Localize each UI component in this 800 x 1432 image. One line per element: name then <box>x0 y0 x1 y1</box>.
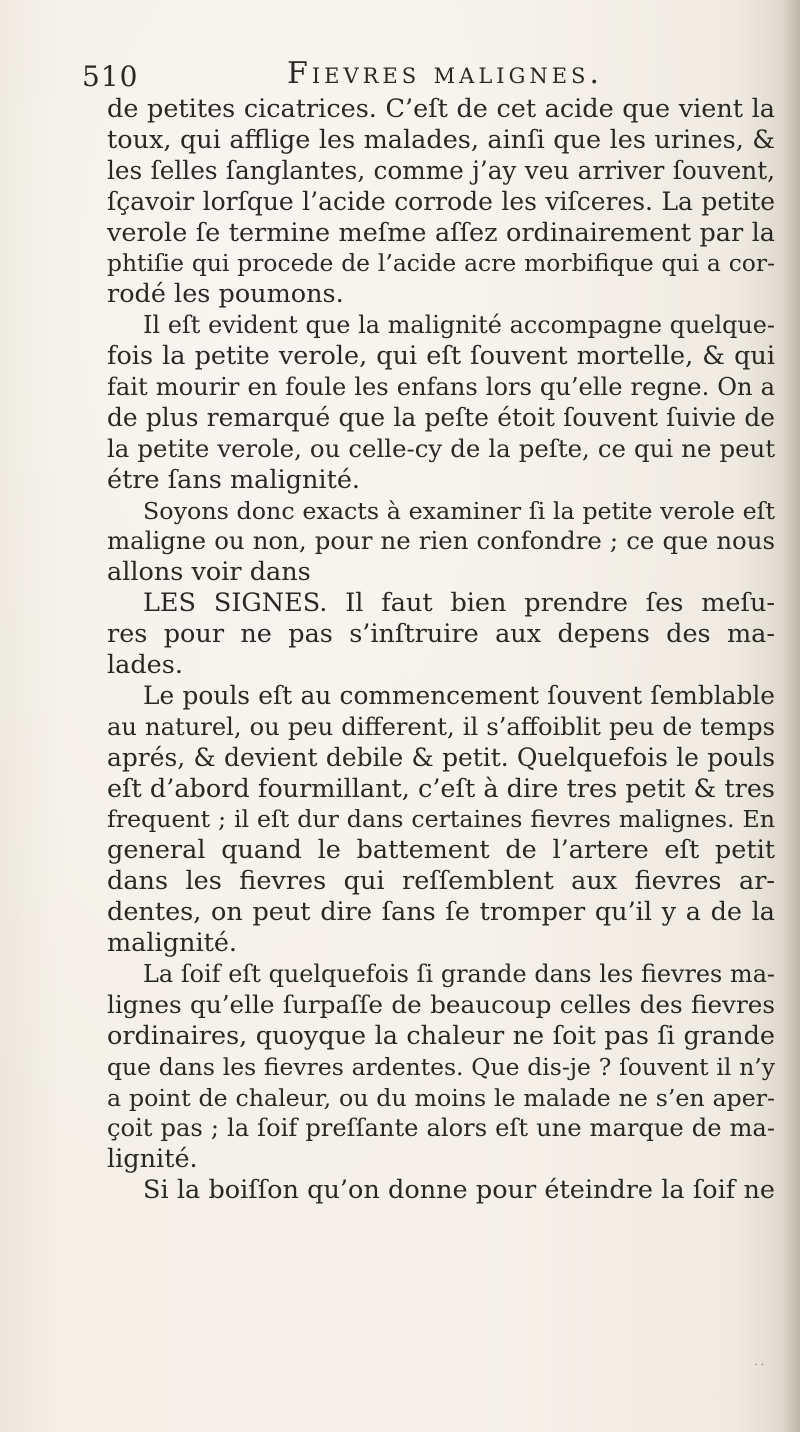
text-line: frequent ; il eſt dur dans certaines fievres malignes. En <box>107 805 775 834</box>
text-line: la petite verole, ou celle-cy de la peſte, ce qui ne peut <box>107 433 775 463</box>
text-line: phtiſie qui procede de l’acide acre morbifique qui a cor- <box>107 249 775 278</box>
text-line: Si la boiſſon qu’on donne pour éteindre la ſoif ne <box>143 1175 775 1206</box>
text-line: lignes qu’elle ſurpaſſe de beaucoup celles des fievres <box>107 989 775 1019</box>
paper-specks: · · <box>754 1360 764 1371</box>
body-text <box>107 94 775 1206</box>
text-line: toux, qui afflige les malades, ainſi que les urines, & <box>107 124 775 155</box>
text-line: étre ſans malignité. <box>107 464 361 495</box>
text-line: Soyons donc exacts à examiner ſi la petite verole eſt <box>143 496 775 525</box>
text-line: fois la petite verole, qui eſt ſouvent mortelle, & qui <box>107 341 775 372</box>
text-line: LES SIGNES. Il faut bien prendre ſes meſu- <box>143 588 775 619</box>
text-line: lades. <box>107 650 183 681</box>
text-line: de petites cicatrices. C’eſt de cet acide que vient la <box>107 94 775 124</box>
page-edge-shadow <box>782 0 800 1432</box>
text-line: çoit pas ; la ſoif preſſante alors eſt une marque de ma- <box>107 1114 775 1143</box>
text-line: rodé les poumons. <box>107 279 344 310</box>
text-line: eſt d’abord fourmillant, c’eſt à dire tres petit & tres <box>107 773 775 804</box>
text-line: ſçavoir lorſque l’acide corrode les viſceres. La petite <box>107 186 775 216</box>
text-line: dans les fievres qui reſſemblent aux fievres ar- <box>107 866 775 897</box>
text-line: ordinaires, quoyque la chaleur ne ſoit pas ſi grande <box>107 1020 775 1051</box>
page-number: 510 <box>82 60 139 93</box>
text-line: Il eſt evident que la malignité accompagne quelque- <box>143 311 775 340</box>
text-line: les ſelles ſanglantes, comme j’ay veu arriver ſouvent, <box>107 155 775 185</box>
running-title: Fievres malignes. <box>287 56 603 91</box>
text-line: a point de chaleur, ou du moins le malade ne s’en aper- <box>107 1083 775 1112</box>
text-line: general quand le battement de l’artere eſt petit <box>107 835 775 866</box>
text-line: aprés, & devient debile & petit. Quelquefois le pouls <box>107 742 775 772</box>
text-line: maligne ou non, pour ne rien confondre ; ce que nous <box>107 526 775 556</box>
text-line: dentes, on peut dire ſans ſe tromper qu’il y a de la <box>107 897 775 928</box>
page-header <box>82 56 772 96</box>
text-line: fait mourir en foule les enfans lors qu’elle regne. On a <box>107 373 775 402</box>
text-line: au naturel, ou peu different, il s’affoiblit peu de temps <box>107 712 775 741</box>
text-line: malignité. <box>107 928 238 959</box>
text-line: lignité. <box>107 1144 198 1175</box>
text-line: que dans les fievres ardentes. Que dis-je ? ſouvent il n’y <box>107 1052 775 1081</box>
text-line: verole ſe termine meſme aſſez ordinairement par la <box>107 217 775 248</box>
text-line: res pour ne pas s’inſtruire aux depens des ma- <box>107 619 775 650</box>
text-line: La ſoif eſt quelquefois ſi grande dans les fievres ma- <box>143 959 775 988</box>
text-line: Le pouls eſt au commencement ſouvent ſemblable <box>143 680 775 710</box>
text-line: de plus remarqué que la peſte étoit ſouvent ſuivie de <box>107 402 775 432</box>
text-line: allons voir dans <box>107 557 311 588</box>
